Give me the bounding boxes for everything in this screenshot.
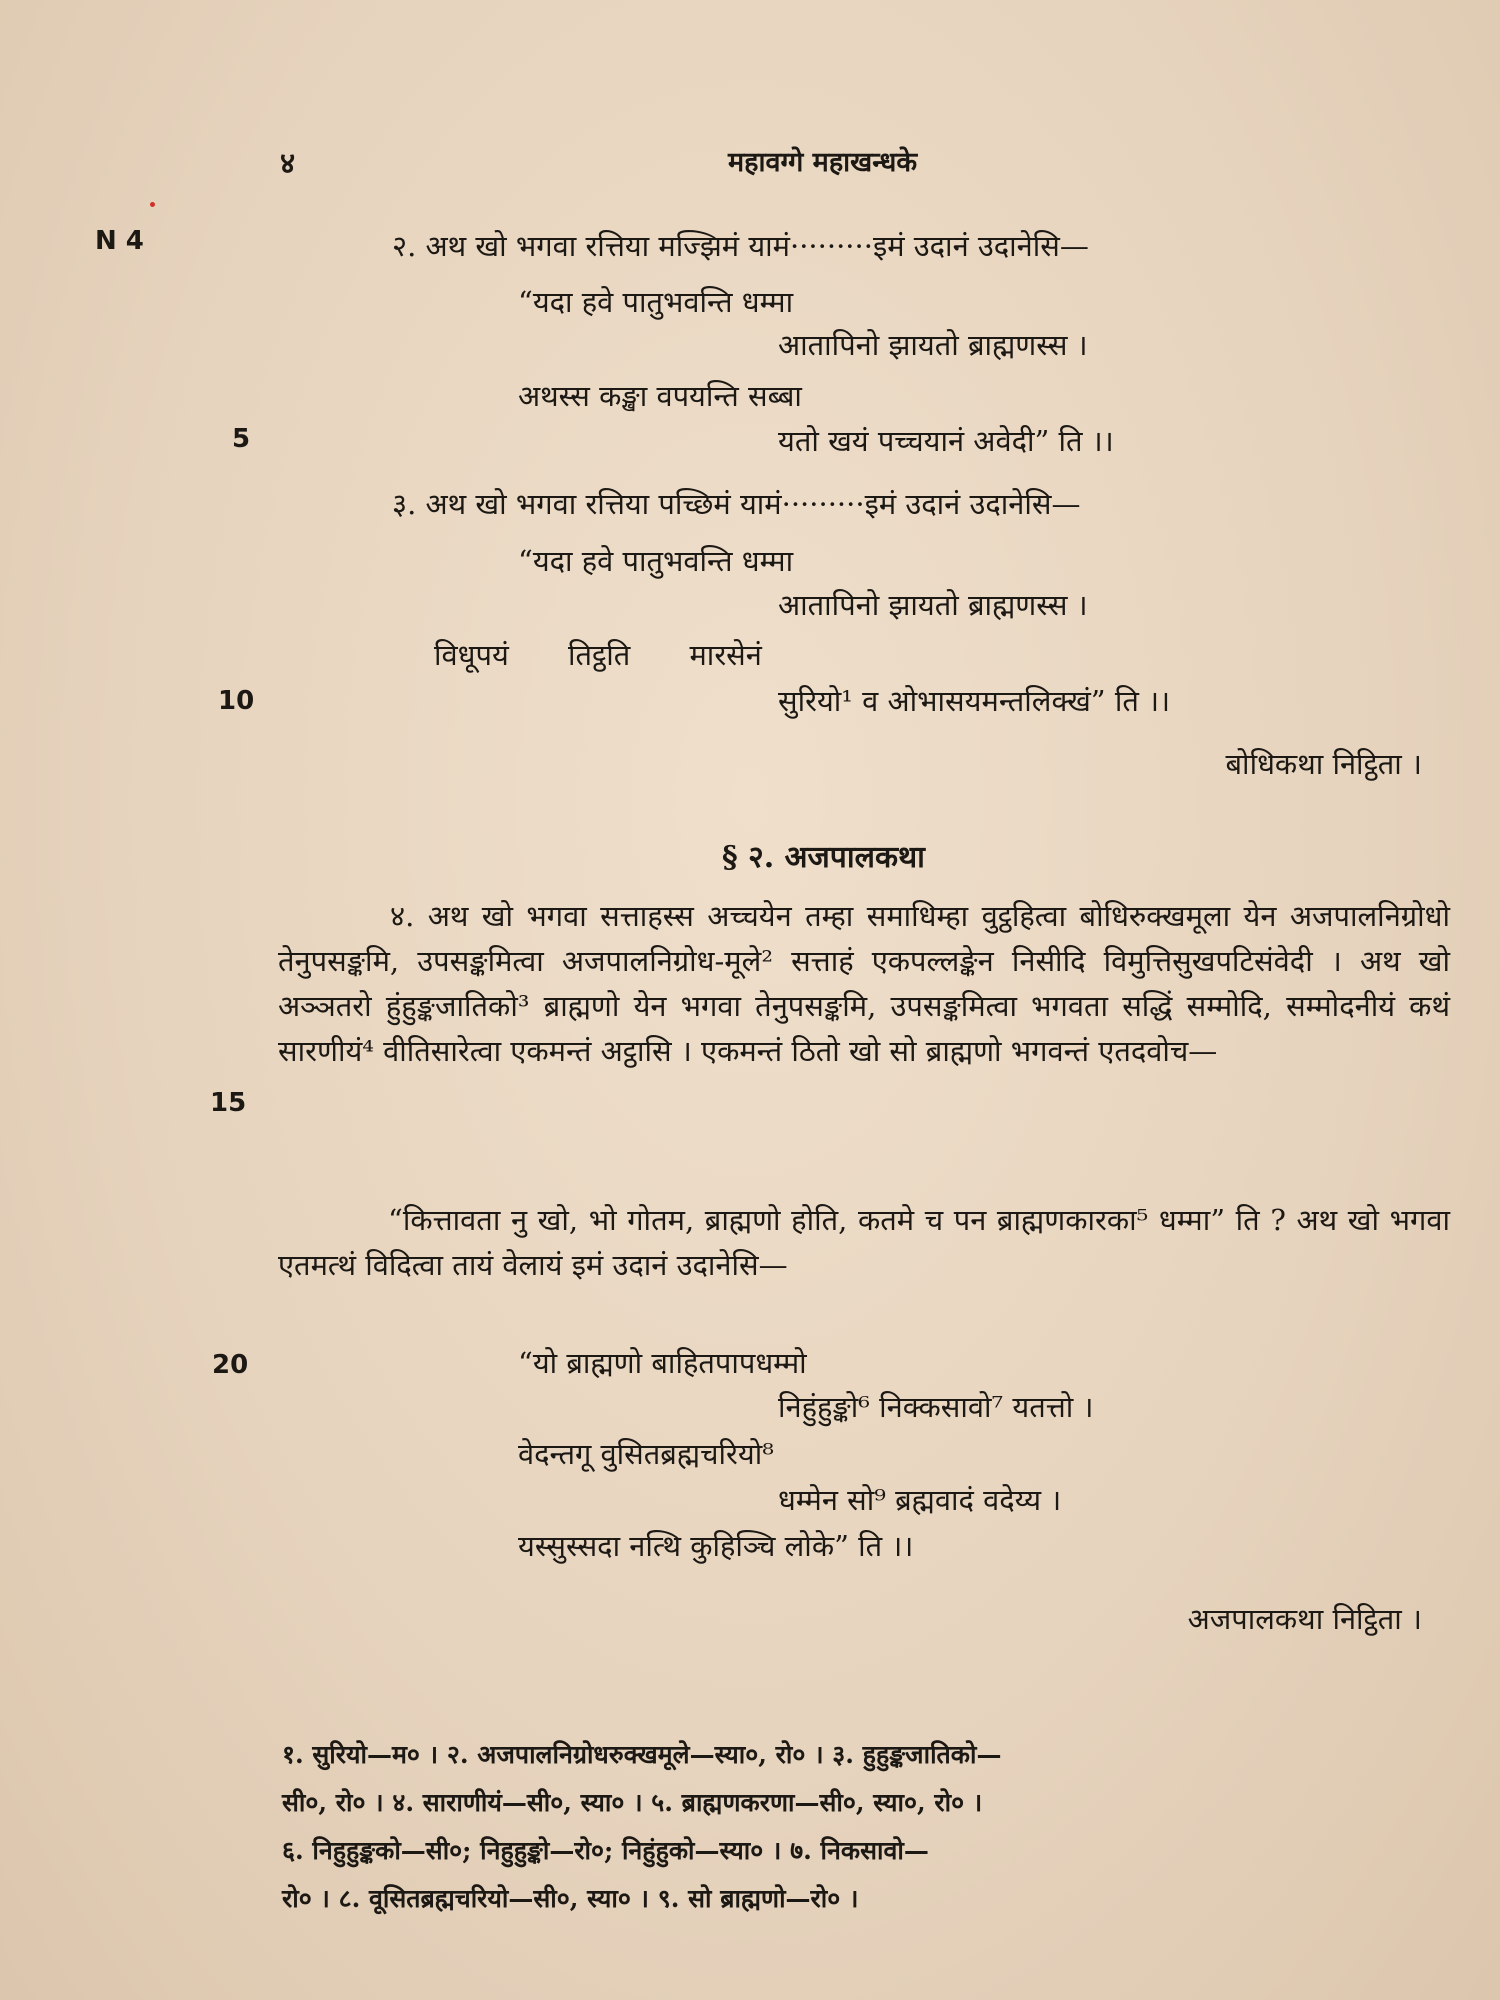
ajapalakatha-closing: अजपालकथा निट्ठिता । <box>1187 1602 1422 1636</box>
verse-2-line-3: अथस्स कङ्खा वपयन्ति सब्बा <box>518 379 802 413</box>
footnote-line: सी०, रो० । ४. साराणीयं—सी०, स्या० । ५. ब्राह्मणकरणा—सी०, स्या०, रो० । <box>282 1788 983 1817</box>
margin-line-10: 10 <box>218 686 255 716</box>
verse-2-line-1: “यदा हवे पातुभवन्ति धम्मा <box>518 285 794 319</box>
footnote-line: ६. निहुहुङ्कको—सी०; निहुहुङ्को—रो०; निहुंहुको—स्या० । ७. निकसावो— <box>282 1836 929 1865</box>
paragraph-4-text: ४. अथ खो भगवा सत्ताहस्स अच्चयेन तम्हा समाधिम्हा वुट्ठहित्वा बोधिरुक्खमूला येन अजपालनिग्रोधो तेनुपसङ्कमि, उपसङ्कमित्वा अजपालनिग्रोध-मूले² सत्ताहं एकपल्लङ्केन निसीदि विमुत्तिसुखपटिसंवेदी । अथ खो अञ्ञतरो हुंहुङ्कजातिको³ ब्राह्मणो येन भगवा तेनुपसङ्कमि, उपसङ्कमित्वा भगवता सद्धिं सम्मोदि, सम्मोदनीयं कथं सारणीयं⁴ वीतिसारेत्वा एकमन्तं अट्ठासि । एकमन्तं ठितो खो सो ब्राह्मणो भगवन्तं एतदवोच— <box>278 899 1450 1068</box>
verse-4-line-5: यस्सुस्सदा नत्थि कुहिञ्चि लोके” ति ।। <box>518 1529 914 1563</box>
verse-3-line-4: सुरियो¹ व ओभासयमन्तलिक्खं” ति ।। <box>778 684 1171 718</box>
paragraph-5-text: “कित्तावता नु खो, भो गोतम, ब्राह्मणो होति, कतमे च पन ब्राह्मणकारका⁵ धम्मा” ति ? अथ खो भगवा एतमत्थं विदित्वा तायं वेलायं इमं उदानं उदानेसि— <box>278 1203 1450 1282</box>
margin-line-5: 5 <box>232 424 251 454</box>
footnote-line: रो० । ८. वूसितब्रह्मचरियो—सी०, स्या० । ९. सो ब्राह्मणो—रो० । <box>282 1884 859 1913</box>
paragraph-4 <box>278 894 1450 1074</box>
footnote-line: १. सुरियो—म० । २. अजपालनिग्रोधरुक्खमूले—स्या०, रो० । ३. हुहुङ्कजातिको— <box>282 1740 1002 1769</box>
section-heading-ajapalakatha: § २. अजपालकथा <box>722 840 925 875</box>
margin-line-15: 15 <box>210 1088 247 1118</box>
page-number: ४ <box>280 146 296 180</box>
paragraph-5 <box>278 1198 1450 1288</box>
paragraph-3-intro: ३. अथ खो भगवा रत्तिया पच्छिमं यामं·········इमं उदानं उदानेसि— <box>392 487 1081 521</box>
verse-3-line-2: आतापिनो झायतो ब्राह्मणस्स । <box>778 588 1088 622</box>
verse-4-line-3: वेदन्तगू वुसितब्रह्मचरियो⁸ <box>518 1437 774 1471</box>
verse-3-line-1: “यदा हवे पातुभवन्ति धम्मा <box>518 544 794 578</box>
paragraph-2-intro: २. अथ खो भगवा रत्तिया मज्झिमं यामं·········इमं उदानं उदानेसि— <box>392 229 1089 263</box>
margin-line-20: 20 <box>212 1350 249 1380</box>
bodhikatha-closing: बोधिकथा निट्ठिता । <box>1225 747 1422 781</box>
verse-3-line-3: विधूपयं तिट्ठति मारसेनं <box>434 638 762 672</box>
verse-4-line-2: निहुंहुङ्को⁶ निक्कसावो⁷ यतत्तो । <box>778 1390 1094 1424</box>
verse-4-line-4: धम्मेन सो⁹ ब्रह्मवादं वदेय्य । <box>778 1483 1062 1517</box>
verse-2-line-4: यतो खयं पच्चयानं अवेदी” ति ।। <box>778 424 1114 458</box>
verse-4-line-1: “यो ब्राह्मणो बाहितपापधम्मो <box>518 1346 807 1380</box>
margin-ref-n4: N 4 <box>95 226 144 256</box>
ink-spot <box>150 202 155 207</box>
footnotes <box>282 1731 1422 1923</box>
verse-2-line-2: आतापिनो झायतो ब्राह्मणस्स । <box>778 328 1088 362</box>
running-title: महावग्गे महाखन्धके <box>728 147 918 178</box>
